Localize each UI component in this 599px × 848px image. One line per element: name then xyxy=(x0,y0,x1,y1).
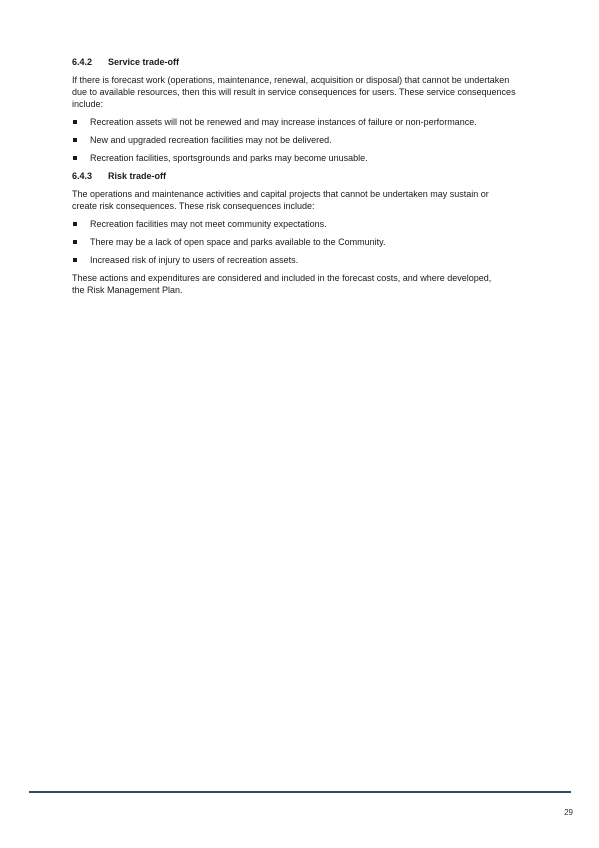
bullet-square-icon xyxy=(73,258,77,262)
list-item xyxy=(72,236,532,248)
list-item-text: Recreation assets will not be renewed and may increase instances of failure or non-performance. xyxy=(90,117,477,127)
bullet-square-icon xyxy=(73,240,77,244)
list-item xyxy=(72,116,532,128)
bullet-square-icon xyxy=(73,138,77,142)
bullet-square-icon xyxy=(73,120,77,124)
bullet-square-icon xyxy=(73,222,77,226)
list-item xyxy=(72,218,532,230)
section-heading-risk-trade-off xyxy=(72,170,532,183)
risk-consequences-list xyxy=(72,218,532,266)
risk-trade-off-closing: These actions and expenditures are considered and included in the forecast costs, and where developed, the Risk Management Plan. xyxy=(72,273,492,295)
section-number: 6.4.3 xyxy=(72,171,93,181)
section-number: 6.4.2 xyxy=(72,57,93,67)
section-heading-service-trade-off xyxy=(72,56,532,69)
section-title: Risk trade-off xyxy=(108,171,167,181)
section-title: Service trade-off xyxy=(108,57,180,67)
list-item xyxy=(72,254,532,266)
service-trade-off-intro: If there is forecast work (operations, maintenance, renewal, acquisition or disposal) that cannot be undertaken due to available resources, then this will result in service consequences for users. These service consequences include: xyxy=(72,75,516,109)
list-item-text: Increased risk of injury to users of recreation assets. xyxy=(90,255,299,265)
list-item-text: Recreation facilities may not meet community expectations. xyxy=(90,219,327,229)
document-body xyxy=(72,56,532,302)
page-number: 29 xyxy=(564,808,573,817)
service-consequences-list xyxy=(72,116,532,164)
list-item-text: Recreation facilities, sportsgrounds and parks may become unusable. xyxy=(90,153,368,163)
list-item-text: New and upgraded recreation facilities may not be delivered. xyxy=(90,135,332,145)
risk-trade-off-intro: The operations and maintenance activities and capital projects that cannot be undertaken may sustain or create risk consequences. These risk consequences include: xyxy=(72,189,489,211)
list-item xyxy=(72,134,532,146)
list-item xyxy=(72,152,532,164)
footer-divider xyxy=(29,791,571,793)
list-item-text: There may be a lack of open space and parks available to the Community. xyxy=(90,237,386,247)
bullet-square-icon xyxy=(73,156,77,160)
